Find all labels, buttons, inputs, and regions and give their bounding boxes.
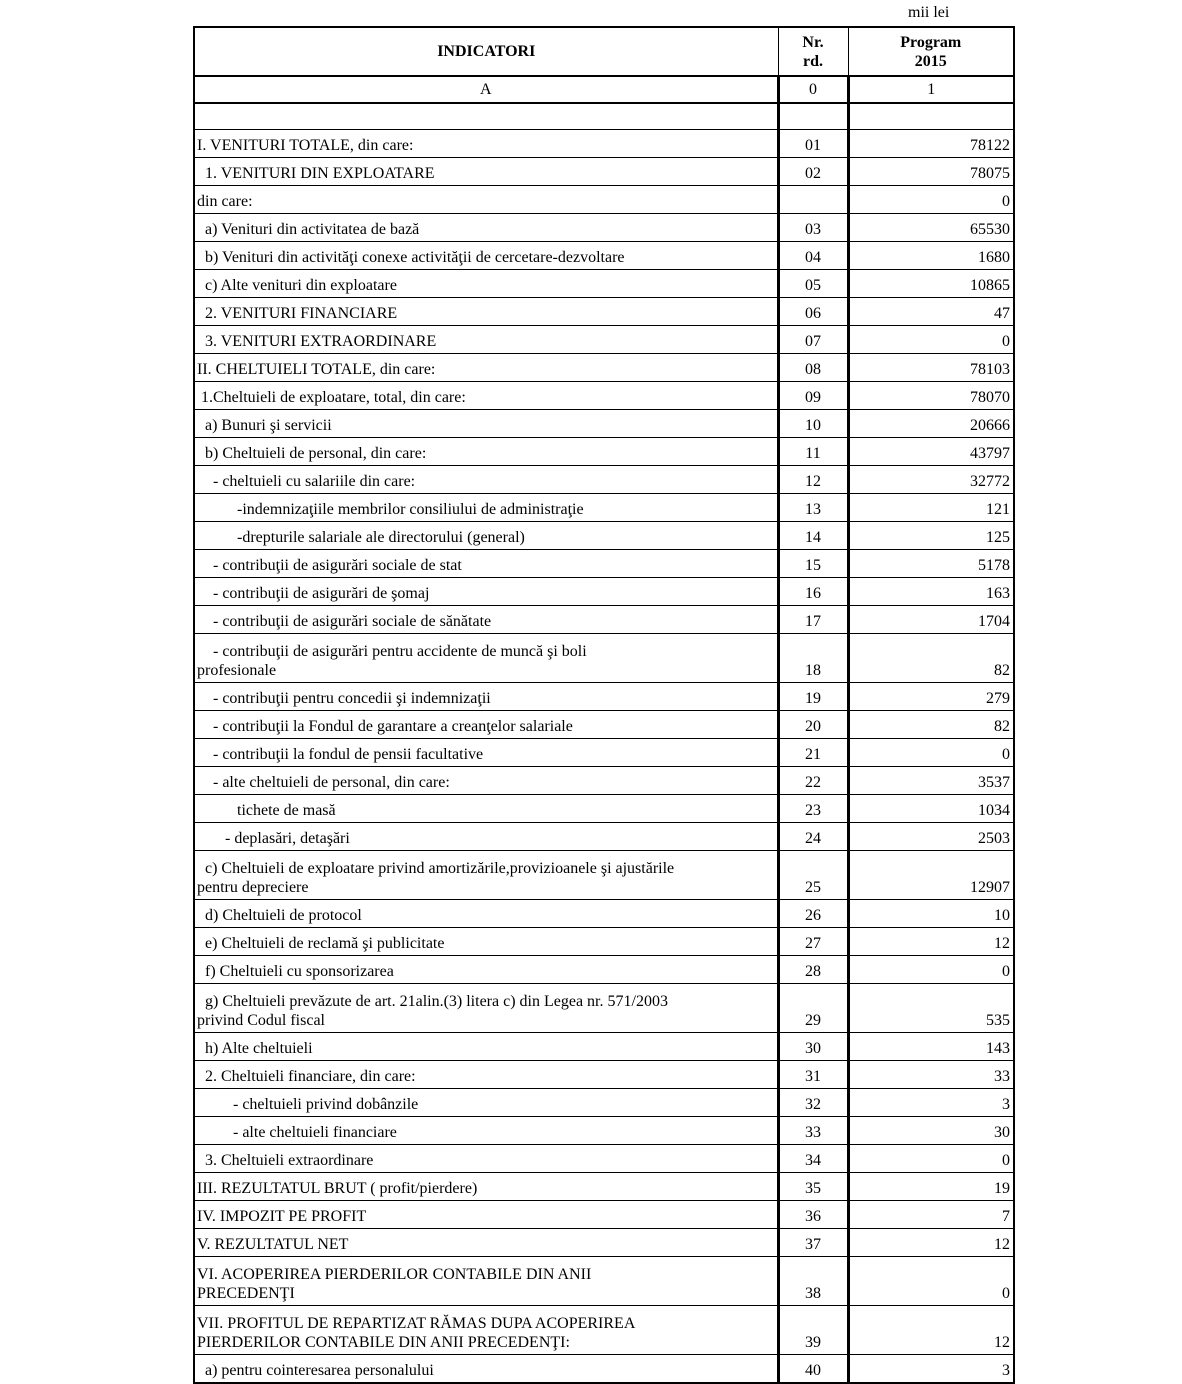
- row-label: I. VENITURI TOTALE, din care:: [194, 130, 778, 158]
- table-row: [194, 1306, 1014, 1355]
- row-label: a) pentru cointeresarea personalului: [194, 1355, 778, 1384]
- row-label: 2. VENITURI FINANCIARE: [194, 298, 778, 326]
- table-row: [194, 494, 1014, 522]
- row-number: 23: [778, 795, 848, 823]
- table-row: [194, 438, 1014, 466]
- row-label: c) Alte venituri din exploatare: [194, 270, 778, 298]
- table-row: [194, 158, 1014, 186]
- row-value: 5178: [848, 550, 1014, 578]
- row-value: 3537: [848, 767, 1014, 795]
- table-row: [194, 851, 1014, 900]
- row-number: 27: [778, 928, 848, 956]
- row-number: 34: [778, 1145, 848, 1173]
- row-label: -drepturile salariale ale directorului (general): [194, 522, 778, 550]
- table-row: [194, 739, 1014, 767]
- table-row: [194, 606, 1014, 634]
- table-row: [194, 900, 1014, 928]
- row-label: - contribuţii la fondul de pensii facultative: [194, 739, 778, 767]
- row-number: 16: [778, 578, 848, 606]
- table-row: [194, 683, 1014, 711]
- header-indicatori: INDICATORI: [194, 27, 778, 76]
- column-letters-row: [194, 76, 1014, 103]
- row-value: 65530: [848, 214, 1014, 242]
- row-value: 47: [848, 298, 1014, 326]
- row-number: 15: [778, 550, 848, 578]
- row-label: a) Bunuri şi servicii: [194, 410, 778, 438]
- table-row: [194, 522, 1014, 550]
- row-number: 29: [778, 984, 848, 1033]
- blank-cell: [848, 103, 1014, 130]
- table-row: [194, 354, 1014, 382]
- row-value: 32772: [848, 466, 1014, 494]
- row-number: 39: [778, 1306, 848, 1355]
- row-value: 0: [848, 1145, 1014, 1173]
- row-number: 08: [778, 354, 848, 382]
- table-row: [194, 550, 1014, 578]
- row-number: 04: [778, 242, 848, 270]
- row-number: 19: [778, 683, 848, 711]
- row-number: 06: [778, 298, 848, 326]
- table-row: [194, 326, 1014, 354]
- row-label: h) Alte cheltuieli: [194, 1033, 778, 1061]
- table-row: [194, 767, 1014, 795]
- table-body: [194, 76, 1014, 1383]
- table-row: [194, 466, 1014, 494]
- header-nr-rd: Nr. rd.: [778, 27, 848, 76]
- row-label: - contribuţii de asigurări de şomaj: [194, 578, 778, 606]
- table-row: [194, 1145, 1014, 1173]
- row-value: 0: [848, 1257, 1014, 1306]
- row-number: 12: [778, 466, 848, 494]
- row-number: 24: [778, 823, 848, 851]
- table-row: [194, 1117, 1014, 1145]
- unit-label: mii lei: [908, 4, 950, 21]
- row-label: II. CHELTUIELI TOTALE, din care:: [194, 354, 778, 382]
- row-label: - contribuţii de asigurări sociale de stat: [194, 550, 778, 578]
- row-number: 17: [778, 606, 848, 634]
- row-value: 1034: [848, 795, 1014, 823]
- row-number: 33: [778, 1117, 848, 1145]
- row-value: 33: [848, 1061, 1014, 1089]
- table-row: [194, 214, 1014, 242]
- indicators-table: [193, 26, 1015, 1384]
- row-value: 0: [848, 739, 1014, 767]
- row-value: 279: [848, 683, 1014, 711]
- row-value: 43797: [848, 438, 1014, 466]
- table-row: [194, 795, 1014, 823]
- row-label: - contribuţii de asigurări sociale de sănătate: [194, 606, 778, 634]
- table-row: [194, 1089, 1014, 1117]
- row-value: 3: [848, 1089, 1014, 1117]
- row-value: 78075: [848, 158, 1014, 186]
- row-label: VII. PROFITUL DE REPARTIZAT RĂMAS DUPA ACOPERIREA PIERDERILOR CONTABILE DIN ANII PRECEDENŢI:: [194, 1306, 778, 1355]
- row-number: 38: [778, 1257, 848, 1306]
- row-value: 12: [848, 928, 1014, 956]
- row-label: 2. Cheltuieli financiare, din care:: [194, 1061, 778, 1089]
- row-label: VI. ACOPERIREA PIERDERILOR CONTABILE DIN ANII PRECEDENŢI: [194, 1257, 778, 1306]
- row-label: - alte cheltuieli de personal, din care:: [194, 767, 778, 795]
- row-number: 21: [778, 739, 848, 767]
- row-number: 35: [778, 1173, 848, 1201]
- row-label: c) Cheltuieli de exploatare privind amortizările,provizioanele şi ajustările pentru depreciere: [194, 851, 778, 900]
- row-label: b) Venituri din activităţi conexe activităţii de cercetare-dezvoltare: [194, 242, 778, 270]
- row-number: 32: [778, 1089, 848, 1117]
- row-value: 78103: [848, 354, 1014, 382]
- table-row: [194, 1061, 1014, 1089]
- row-label: a) Venituri din activitatea de bază: [194, 214, 778, 242]
- row-number: 02: [778, 158, 848, 186]
- row-label: 1.Cheltuieli de exploatare, total, din care:: [194, 382, 778, 410]
- row-number: 28: [778, 956, 848, 984]
- row-number: 20: [778, 711, 848, 739]
- row-number: 30: [778, 1033, 848, 1061]
- row-number: 14: [778, 522, 848, 550]
- blank-row: [194, 103, 1014, 130]
- row-label: - cheltuieli cu salariile din care:: [194, 466, 778, 494]
- row-label: din care:: [194, 186, 778, 214]
- row-value: 125: [848, 522, 1014, 550]
- table-row: [194, 634, 1014, 683]
- row-number: 05: [778, 270, 848, 298]
- table-row: [194, 130, 1014, 158]
- row-value: 20666: [848, 410, 1014, 438]
- table-row: [194, 1201, 1014, 1229]
- row-value: 535: [848, 984, 1014, 1033]
- table-row: [194, 186, 1014, 214]
- row-value: 0: [848, 326, 1014, 354]
- row-number: 31: [778, 1061, 848, 1089]
- row-number: 37: [778, 1229, 848, 1257]
- row-value: 1680: [848, 242, 1014, 270]
- row-value: 10865: [848, 270, 1014, 298]
- row-number: 11: [778, 438, 848, 466]
- row-label: d) Cheltuieli de protocol: [194, 900, 778, 928]
- row-number: 25: [778, 851, 848, 900]
- row-value: 30: [848, 1117, 1014, 1145]
- row-label: tichete de masă: [194, 795, 778, 823]
- table-row: [194, 1355, 1014, 1384]
- row-value: 1704: [848, 606, 1014, 634]
- table-row: [194, 270, 1014, 298]
- table-row: [194, 711, 1014, 739]
- row-label: 1. VENITURI DIN EXPLOATARE: [194, 158, 778, 186]
- row-number: 10: [778, 410, 848, 438]
- row-label: - cheltuieli privind dobânzile: [194, 1089, 778, 1117]
- row-label: IV. IMPOZIT PE PROFIT: [194, 1201, 778, 1229]
- row-value: 82: [848, 711, 1014, 739]
- row-number: 36: [778, 1201, 848, 1229]
- row-value: 12: [848, 1306, 1014, 1355]
- row-value: 10: [848, 900, 1014, 928]
- row-value: 163: [848, 578, 1014, 606]
- row-value: 12907: [848, 851, 1014, 900]
- row-value: 78122: [848, 130, 1014, 158]
- table-row: [194, 242, 1014, 270]
- row-label: 3. VENITURI EXTRAORDINARE: [194, 326, 778, 354]
- row-number: 40: [778, 1355, 848, 1384]
- row-label: - deplasări, detaşări: [194, 823, 778, 851]
- row-value: 3: [848, 1355, 1014, 1384]
- row-value: 82: [848, 634, 1014, 683]
- row-number: 13: [778, 494, 848, 522]
- table-row: [194, 382, 1014, 410]
- column-letter-0: 0: [778, 76, 848, 103]
- row-value: 0: [848, 956, 1014, 984]
- row-number: [778, 186, 848, 214]
- row-value: 19: [848, 1173, 1014, 1201]
- row-number: 09: [778, 382, 848, 410]
- table-row: [194, 823, 1014, 851]
- row-number: 18: [778, 634, 848, 683]
- table-row: [194, 956, 1014, 984]
- row-label: V. REZULTATUL NET: [194, 1229, 778, 1257]
- header-program: Program 2015: [848, 27, 1014, 76]
- table-row: [194, 298, 1014, 326]
- row-value: 2503: [848, 823, 1014, 851]
- row-value: 12: [848, 1229, 1014, 1257]
- row-number: 26: [778, 900, 848, 928]
- table-row: [194, 1033, 1014, 1061]
- row-label: - alte cheltuieli financiare: [194, 1117, 778, 1145]
- table-row: [194, 1173, 1014, 1201]
- row-label: g) Cheltuieli prevăzute de art. 21alin.(3) litera c) din Legea nr. 571/2003 privind Codul fiscal: [194, 984, 778, 1033]
- row-value: 0: [848, 186, 1014, 214]
- row-value: 121: [848, 494, 1014, 522]
- blank-cell: [778, 103, 848, 130]
- table-row: [194, 1257, 1014, 1306]
- row-label: b) Cheltuieli de personal, din care:: [194, 438, 778, 466]
- table-row: [194, 410, 1014, 438]
- blank-cell: [194, 103, 778, 130]
- row-value: 143: [848, 1033, 1014, 1061]
- table-row: [194, 928, 1014, 956]
- row-label: -indemnizaţiile membrilor consiliului de administraţie: [194, 494, 778, 522]
- table-row: [194, 984, 1014, 1033]
- row-value: 7: [848, 1201, 1014, 1229]
- table-row: [194, 578, 1014, 606]
- row-label: f) Cheltuieli cu sponsorizarea: [194, 956, 778, 984]
- column-letter-1: 1: [848, 76, 1014, 103]
- row-label: - contribuţii pentru concedii şi indemnizaţii: [194, 683, 778, 711]
- row-number: 01: [778, 130, 848, 158]
- row-number: 07: [778, 326, 848, 354]
- row-label: e) Cheltuieli de reclamă şi publicitate: [194, 928, 778, 956]
- row-label: - contribuţii de asigurări pentru accidente de muncă şi boli profesionale: [194, 634, 778, 683]
- row-number: 22: [778, 767, 848, 795]
- row-label: 3. Cheltuieli extraordinare: [194, 1145, 778, 1173]
- row-label: - contribuţii la Fondul de garantare a creanţelor salariale: [194, 711, 778, 739]
- row-number: 03: [778, 214, 848, 242]
- row-label: III. REZULTATUL BRUT ( profit/pierdere): [194, 1173, 778, 1201]
- table-row: [194, 1229, 1014, 1257]
- row-value: 78070: [848, 382, 1014, 410]
- table-header-row: [194, 27, 1014, 76]
- column-letter-a: A: [194, 76, 778, 103]
